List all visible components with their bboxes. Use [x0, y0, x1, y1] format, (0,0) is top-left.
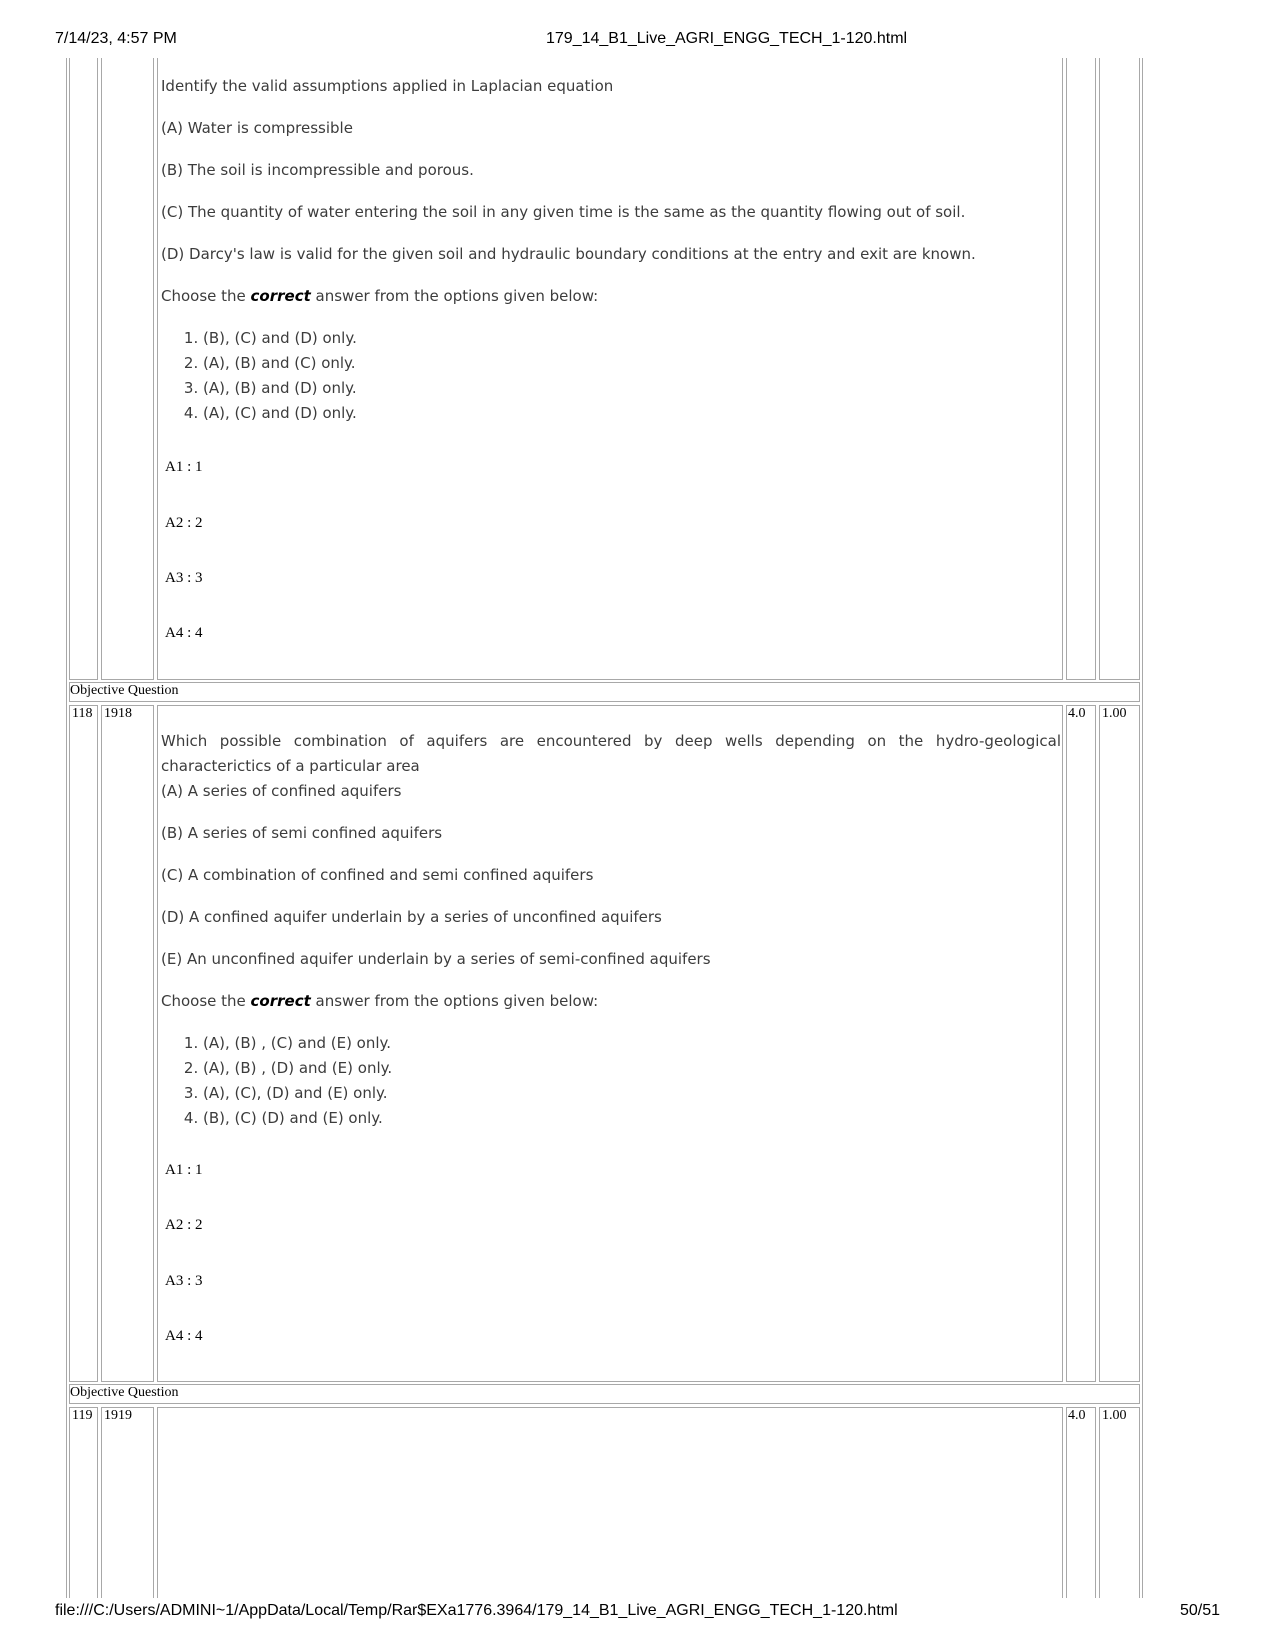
q119-marks: 4.0	[1068, 1408, 1086, 1423]
q118-neg-cell	[1099, 705, 1140, 1382]
q118-answer-2: A2 : 2	[165, 1217, 203, 1233]
q117-stem: Identify the valid assumptions applied in Laplacian equation	[161, 77, 614, 95]
q118-statement-c: (C) A combination of confined and semi confined aquifers	[161, 866, 594, 884]
q117-question-body	[161, 74, 1061, 426]
q119-marks-cell	[1066, 1407, 1096, 1598]
choose-emphasis: correct	[250, 992, 311, 1010]
choose-emphasis: correct	[250, 287, 311, 305]
q119-sno-cell	[69, 1407, 98, 1598]
print-datetime: 7/14/23, 4:57 PM	[55, 30, 177, 47]
q117-marks-cell	[1066, 58, 1096, 680]
choose-pre: Choose the	[161, 992, 251, 1010]
q118-question-body	[161, 729, 1061, 1131]
q118-option-1: 1. (A), (B) , (C) and (E) only.	[203, 1031, 1061, 1056]
q117-statement-d: (D) Darcy's law is valid for the given soil and hydraulic boundary conditions at the entry and exit are known.	[161, 245, 976, 263]
q118-statement-a: (A) A series of confined aquifers	[161, 782, 402, 800]
q118-qid-cell	[101, 705, 154, 1382]
q118-negative-marks: 1.00	[1102, 706, 1127, 721]
q117-neg-cell	[1099, 58, 1140, 680]
choose-post: answer from the options given below:	[310, 992, 599, 1010]
objective-question-label: Objective Question	[70, 683, 179, 698]
q117-answer-2: A2 : 2	[165, 515, 203, 531]
q118-option-4: 4. (B), (C) (D) and (E) only.	[203, 1106, 1061, 1131]
choose-pre: Choose the	[161, 287, 251, 305]
q117-sno-cell	[69, 58, 98, 680]
q118-answer-1: A1 : 1	[165, 1162, 203, 1178]
q117-qid-cell	[101, 58, 154, 680]
q118-options-list	[161, 1031, 1061, 1131]
q118-answer-3: A3 : 3	[165, 1273, 203, 1289]
print-doc-title: 179_14_B1_Live_AGRI_ENGG_TECH_1-120.html	[546, 30, 908, 47]
print-page-number: 50/51	[1180, 1602, 1221, 1619]
q117-options-list	[161, 326, 1061, 426]
q118-statement-d: (D) A confined aquifer underlain by a series of unconfined aquifers	[161, 908, 662, 926]
q118-option-2: 2. (A), (B) , (D) and (E) only.	[203, 1056, 1061, 1081]
q118-choose-instruction	[161, 989, 1061, 1014]
q117-statement-a: (A) Water is compressible	[161, 119, 353, 137]
q117-statement-c: (C) The quantity of water entering the soil in any given time is the same as the quantity flowing out of soil.	[161, 203, 966, 221]
q118-question-id: 1918	[104, 706, 132, 721]
q119-neg-cell	[1099, 1407, 1140, 1598]
q118-marks: 4.0	[1068, 706, 1086, 721]
q118-serial-number: 118	[72, 706, 93, 721]
print-file-path: file:///C:/Users/ADMINI~1/AppData/Local/Temp/Rar$EXa1776.3964/179_14_B1_Live_AGRI_ENGG_TECH_1-120.html	[55, 1602, 898, 1619]
q117-answer-3: A3 : 3	[165, 570, 203, 586]
q118-statement-e: (E) An unconfined aquifer underlain by a series of semi-confined aquifers	[161, 950, 711, 968]
q118-sno-cell	[69, 705, 98, 1382]
q117-answer-4: A4 : 4	[165, 625, 203, 641]
objective-question-label: Objective Question	[70, 1385, 179, 1400]
q119-qid-cell	[101, 1407, 154, 1598]
q119-question-id: 1919	[104, 1408, 132, 1423]
q119-negative-marks: 1.00	[1102, 1408, 1127, 1423]
q117-answer-1: A1 : 1	[165, 459, 203, 475]
q119-serial-number: 119	[72, 1408, 93, 1423]
q117-option-3: 3. (A), (B) and (D) only.	[203, 376, 1061, 401]
q118-marks-cell	[1066, 705, 1096, 1382]
q118-statement-b: (B) A series of semi confined aquifers	[161, 824, 443, 842]
objective-label-cell	[69, 1384, 1140, 1404]
q118-stem: Which possible combination of aquifers are encountered by deep wells depending on the hydro-geological characterictics of a particular area	[161, 732, 1061, 775]
q118-answer-4: A4 : 4	[165, 1328, 203, 1344]
objective-label-cell	[69, 682, 1140, 702]
q117-option-2: 2. (A), (B) and (C) only.	[203, 351, 1061, 376]
q118-option-3: 3. (A), (C), (D) and (E) only.	[203, 1081, 1061, 1106]
q117-option-4: 4. (A), (C) and (D) only.	[203, 401, 1061, 426]
choose-post: answer from the options given below:	[310, 287, 599, 305]
q117-option-1: 1. (B), (C) and (D) only.	[203, 326, 1061, 351]
q117-choose-instruction	[161, 284, 1061, 309]
q119-content-cell	[157, 1407, 1063, 1598]
q117-statement-b: (B) The soil is incompressible and porous.	[161, 161, 474, 179]
